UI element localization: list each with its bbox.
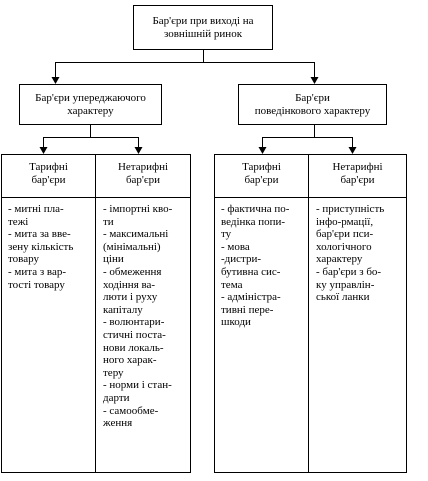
arrowhead-right-group	[311, 77, 319, 84]
list-item: - максимальні	[103, 228, 169, 241]
header-line: бар'єри	[31, 173, 66, 186]
list-item: бутивна сис-	[221, 265, 281, 278]
arrowhead-right-nontariff	[349, 147, 357, 154]
top-box-text	[152, 15, 253, 40]
arrowhead-left-tariff	[40, 147, 48, 154]
list-item: стичні поста-	[103, 328, 166, 341]
list-item: товару	[8, 253, 39, 266]
list-item: ту	[221, 228, 232, 241]
list-item: шкоди	[221, 316, 251, 329]
list-item: - приступність	[316, 203, 385, 215]
header-line: бар'єри	[340, 173, 375, 186]
list-item: тежі	[8, 215, 29, 228]
list-item: ку управлін-	[316, 278, 375, 291]
header-line: Тарифні	[242, 161, 281, 173]
list-item: теру	[103, 366, 124, 379]
list-item: ного харак-	[103, 354, 157, 367]
list-item: бар'єри пси-	[316, 228, 374, 241]
left-tariff-header	[1, 154, 96, 198]
right-group-line: Бар'єри	[295, 91, 330, 104]
right-group-text	[255, 92, 371, 117]
top-box-line: Бар'єри при виході на	[152, 14, 254, 27]
header-line: Тарифні	[29, 161, 68, 173]
left-group-box	[19, 84, 162, 125]
left-nontariff-header	[95, 154, 191, 198]
list-item: нови локаль-	[103, 341, 164, 354]
list-item: ведінка попи-	[221, 215, 286, 228]
list-item: - мита за вве-	[8, 228, 71, 241]
list-item: - імпортні кво-	[103, 203, 173, 215]
left-group-text	[35, 92, 146, 117]
list-item: - обмеження	[103, 265, 162, 278]
header-line: Нетарифні	[117, 161, 169, 173]
list-item: - норми і стан-	[103, 379, 172, 392]
right-tariff-header	[214, 154, 309, 198]
list-item: - фактична по-	[221, 203, 290, 215]
header-line: бар'єри	[244, 173, 279, 186]
list-item: тості товару	[8, 278, 65, 291]
list-item: тивні пере-	[221, 303, 274, 316]
arrowhead-right-tariff	[259, 147, 267, 154]
list-item: капіталу	[103, 303, 143, 316]
list-item: ходіння ва-	[103, 278, 156, 291]
list-item: дарти	[103, 391, 130, 404]
left-group-line: характеру	[67, 104, 114, 117]
list-item: люти і руху	[103, 291, 158, 304]
right-nontariff-header	[308, 154, 407, 198]
list-item: - самообме-	[103, 404, 159, 417]
list-item: - бар'єри з бо-	[316, 265, 382, 278]
list-item: ціни	[103, 253, 124, 266]
list-item: ської ланки	[316, 291, 370, 304]
list-item: характеру	[316, 253, 363, 266]
list-item: - мова	[221, 240, 250, 253]
right-nontariff-list	[308, 197, 407, 473]
left-nontariff-list	[95, 197, 191, 473]
list-item: - адміністра-	[221, 291, 281, 304]
list-item: (мінімальні)	[103, 240, 161, 253]
list-item: ти	[103, 215, 114, 228]
right-group-line: поведінкового характеру	[254, 104, 371, 117]
top-box-line: зовнішній ринок	[163, 27, 243, 40]
left-group-line: Бар'єри упереджаючого	[35, 91, 146, 104]
arrowhead-left-nontariff	[135, 147, 143, 154]
list-item: -дистри-	[221, 253, 262, 266]
list-item: ження	[103, 417, 133, 430]
right-tariff-list	[214, 197, 309, 473]
list-item: хологічного	[316, 240, 372, 253]
header-line: бар'єри	[125, 173, 161, 186]
list-item: зену кількість	[8, 240, 74, 253]
list-item: тема	[221, 278, 243, 291]
left-tariff-list	[1, 197, 96, 473]
arrowhead-left-group	[52, 77, 60, 84]
list-item: інфо-рмації,	[316, 215, 374, 228]
list-item: - митні пла-	[8, 203, 64, 215]
list-item: - волюнтари-	[103, 316, 165, 329]
top-box	[133, 5, 273, 50]
list-item: - мита з вар-	[8, 265, 67, 278]
header-line: Нетарифні	[332, 161, 383, 173]
right-group-box	[238, 84, 387, 125]
